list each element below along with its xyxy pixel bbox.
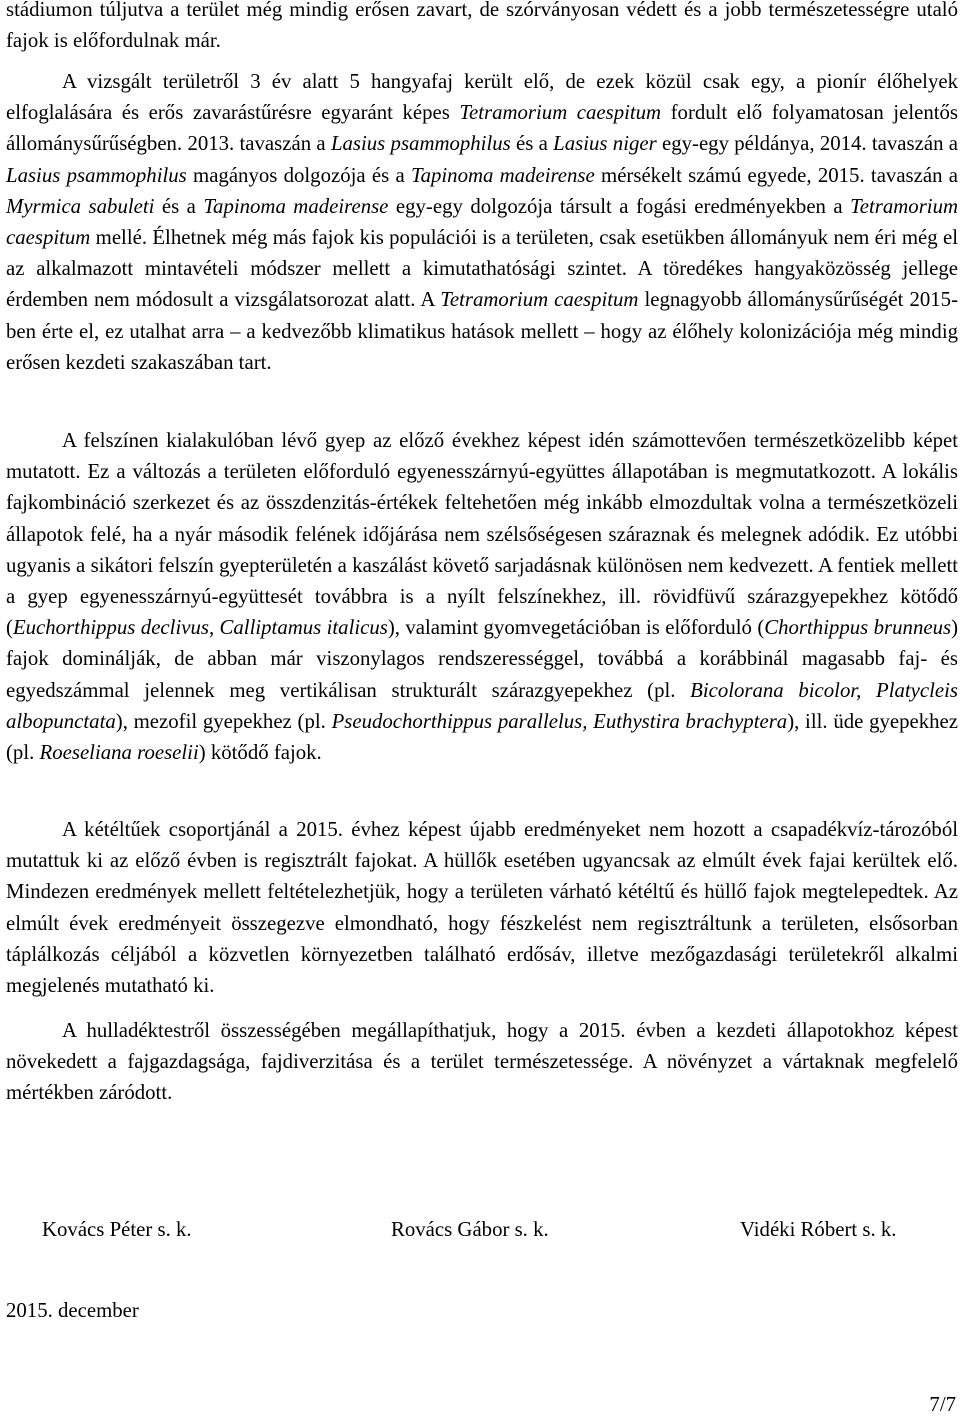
text-run: és a: [154, 194, 204, 218]
species-name-italic: Euchorthippus declivus, Calliptamus italicus: [12, 616, 388, 640]
paragraph-amphibians-reptiles: [6, 814, 958, 1001]
species-name-italic: Pseudochorthippus parallelus, Euthystira brachyptera: [331, 709, 788, 733]
text-run: fordult elő folyamatosan jelentős állománysűrűségben. 2013. tavaszán a: [6, 101, 958, 156]
species-name-italic: Chorthippus brunneus: [764, 616, 952, 640]
species-name-italic: Tetramorium caespitum: [440, 288, 639, 312]
species-name-italic: Tapinoma madeirense: [410, 163, 595, 187]
species-name-italic: Myrmica sabuleti: [6, 194, 155, 218]
text-run: mérsékelt számú egyede, 2015. tavaszán a: [594, 163, 958, 187]
text-run: ), ill. üde gyepekhez (pl.: [6, 709, 959, 765]
signature-2: Rovács Gábor s. k.: [391, 1218, 549, 1241]
text-run: A hulladéktestről összességében megállapíthatjuk, hogy a 2015. évben a kezdeti állapotokhoz képest növekedett a fajgazdagsága, fajdiverzitása és a terület természetessége. A növényzet a vártaknak megfelelő mértékben záródott.: [6, 1019, 958, 1105]
page-number: 7/7: [929, 1393, 956, 1416]
text-run: ), mezofil gyepekhez (pl.: [115, 709, 332, 733]
signature-1: Kovács Péter s. k.: [42, 1218, 192, 1241]
text-run: A felszínen kialakulóban lévő gyep az előző évekhez képest idén számottevően természetközelibb képet mutatott. Ez a változás a területen előforduló egyenesszárnyú-együttes állapotában is megmutatkozott. A lokális fajkombináció szerkezet és az összdenzitás-értékek feltehetően még inkább elmozdultak volna a természetközeli állapotok felé, ha a nyár második felének időjárása nem szélsőségesen száraznak és melegnek adódik. Ez utóbbi ugyanis a sikátori felszín gyepterületén a kaszálást követő sarjadásnak különösen nem kedvezett. A fentiek mellett a gyep egyenesszárnyú-együttesét továbbra is a nyílt felszínekhez, ill. rövidfüvű szárazgyepekhez kötődő (: [6, 429, 958, 640]
text-run: egy-egy példánya, 2014. tavaszán a: [656, 132, 959, 156]
species-name-italic: Lasius psammophilus: [6, 163, 187, 187]
text-run: egy-egy dolgozója társult a fogási eredményekben a: [388, 194, 851, 218]
document-date: 2015. december: [6, 1299, 139, 1322]
text-run: legnagyobb állománysűrűségét 2015-ben érte el, ez utalhat arra – a kedvezőbb klimatikus hatások mellett – hogy az élőhely kolonizációja még mindig erősen kezdeti szakaszában tart.: [6, 288, 959, 374]
species-name-italic: Tetramorium caespitum: [459, 101, 662, 125]
text-run: A vizsgált területről 3 év alatt 5 hangyafaj került elő, de ezek közül csak egy, a pionír élőhelyek elfoglalására és erős zavarástűrésre egyaránt képes: [6, 70, 958, 125]
text-run: stádiumon túljutva a terület még mindig erősen zavart, de szórványosan védett és a jobb természetességre utaló fajok is előfordulnak már.: [6, 0, 958, 53]
text-run: A kétéltűek csoportjánál a 2015. évhez képest újabb eredményeket nem hozott a csapadékvíz-tározóból mutattuk ki az előző évben is regisztrált fajokat. A hüllők esetében ugyancsak az elmúlt évek fajai kerültek elő. Mindezen eredmények mellett feltételezhetjük, hogy a területen várható kétéltű és hüllő fajok megtelepedtek. Az elmúlt évek eredményeit összegezve elmondható, hogy fészkelést nem regisztráltunk a területen, elsősorban táplálkozás céljából a közvetlen környezetben található erdősáv, illetve mezőgazdasági területekről alkalmi megjelenés mutatható ki.: [6, 818, 958, 998]
paragraph-continuation: [6, 0, 958, 56]
text-run: ), valamint gyomvegetációban is előforduló (: [387, 616, 765, 640]
text-run: ) fajok dominálják, de abban már viszonylagos rendszerességgel, továbbá a korábbinál magasabb faj- és egyedszámmal jelennek meg vertikálisan strukturált szárazgyepekhez (pl.: [6, 616, 958, 702]
text-run: magányos dolgozója és a: [186, 163, 411, 187]
paragraph-orthoptera: [6, 425, 958, 768]
paragraph-summary: [6, 1015, 958, 1109]
signature-3: Vidéki Róbert s. k.: [740, 1218, 897, 1241]
species-name-italic: Tetramorium caespitum: [6, 194, 958, 250]
species-name-italic: Lasius niger: [553, 132, 657, 156]
species-name-italic: Bicolorana bicolor, Platycleis albopunctata: [6, 678, 958, 733]
species-name-italic: Lasius psammophilus: [330, 132, 511, 156]
text-run: és a: [510, 132, 554, 156]
species-name-italic: Roeseliana roeselii: [39, 741, 199, 765]
species-name-italic: Tapinoma madeirense: [203, 194, 389, 218]
text-run: ) kötődő fajok.: [198, 741, 322, 765]
paragraph-ants: [6, 66, 958, 378]
text-run: mellé. Élhetnek még más fajok kis populációi is a területen, csak esetükben állományuk nem éri még el az alkalmazott mintavételi módszer mellett a kimutathatósági szintet. A töredékes hangyaközösség jellege érdemben nem módosult a vizsgálatsorozat alatt. A: [6, 226, 958, 312]
